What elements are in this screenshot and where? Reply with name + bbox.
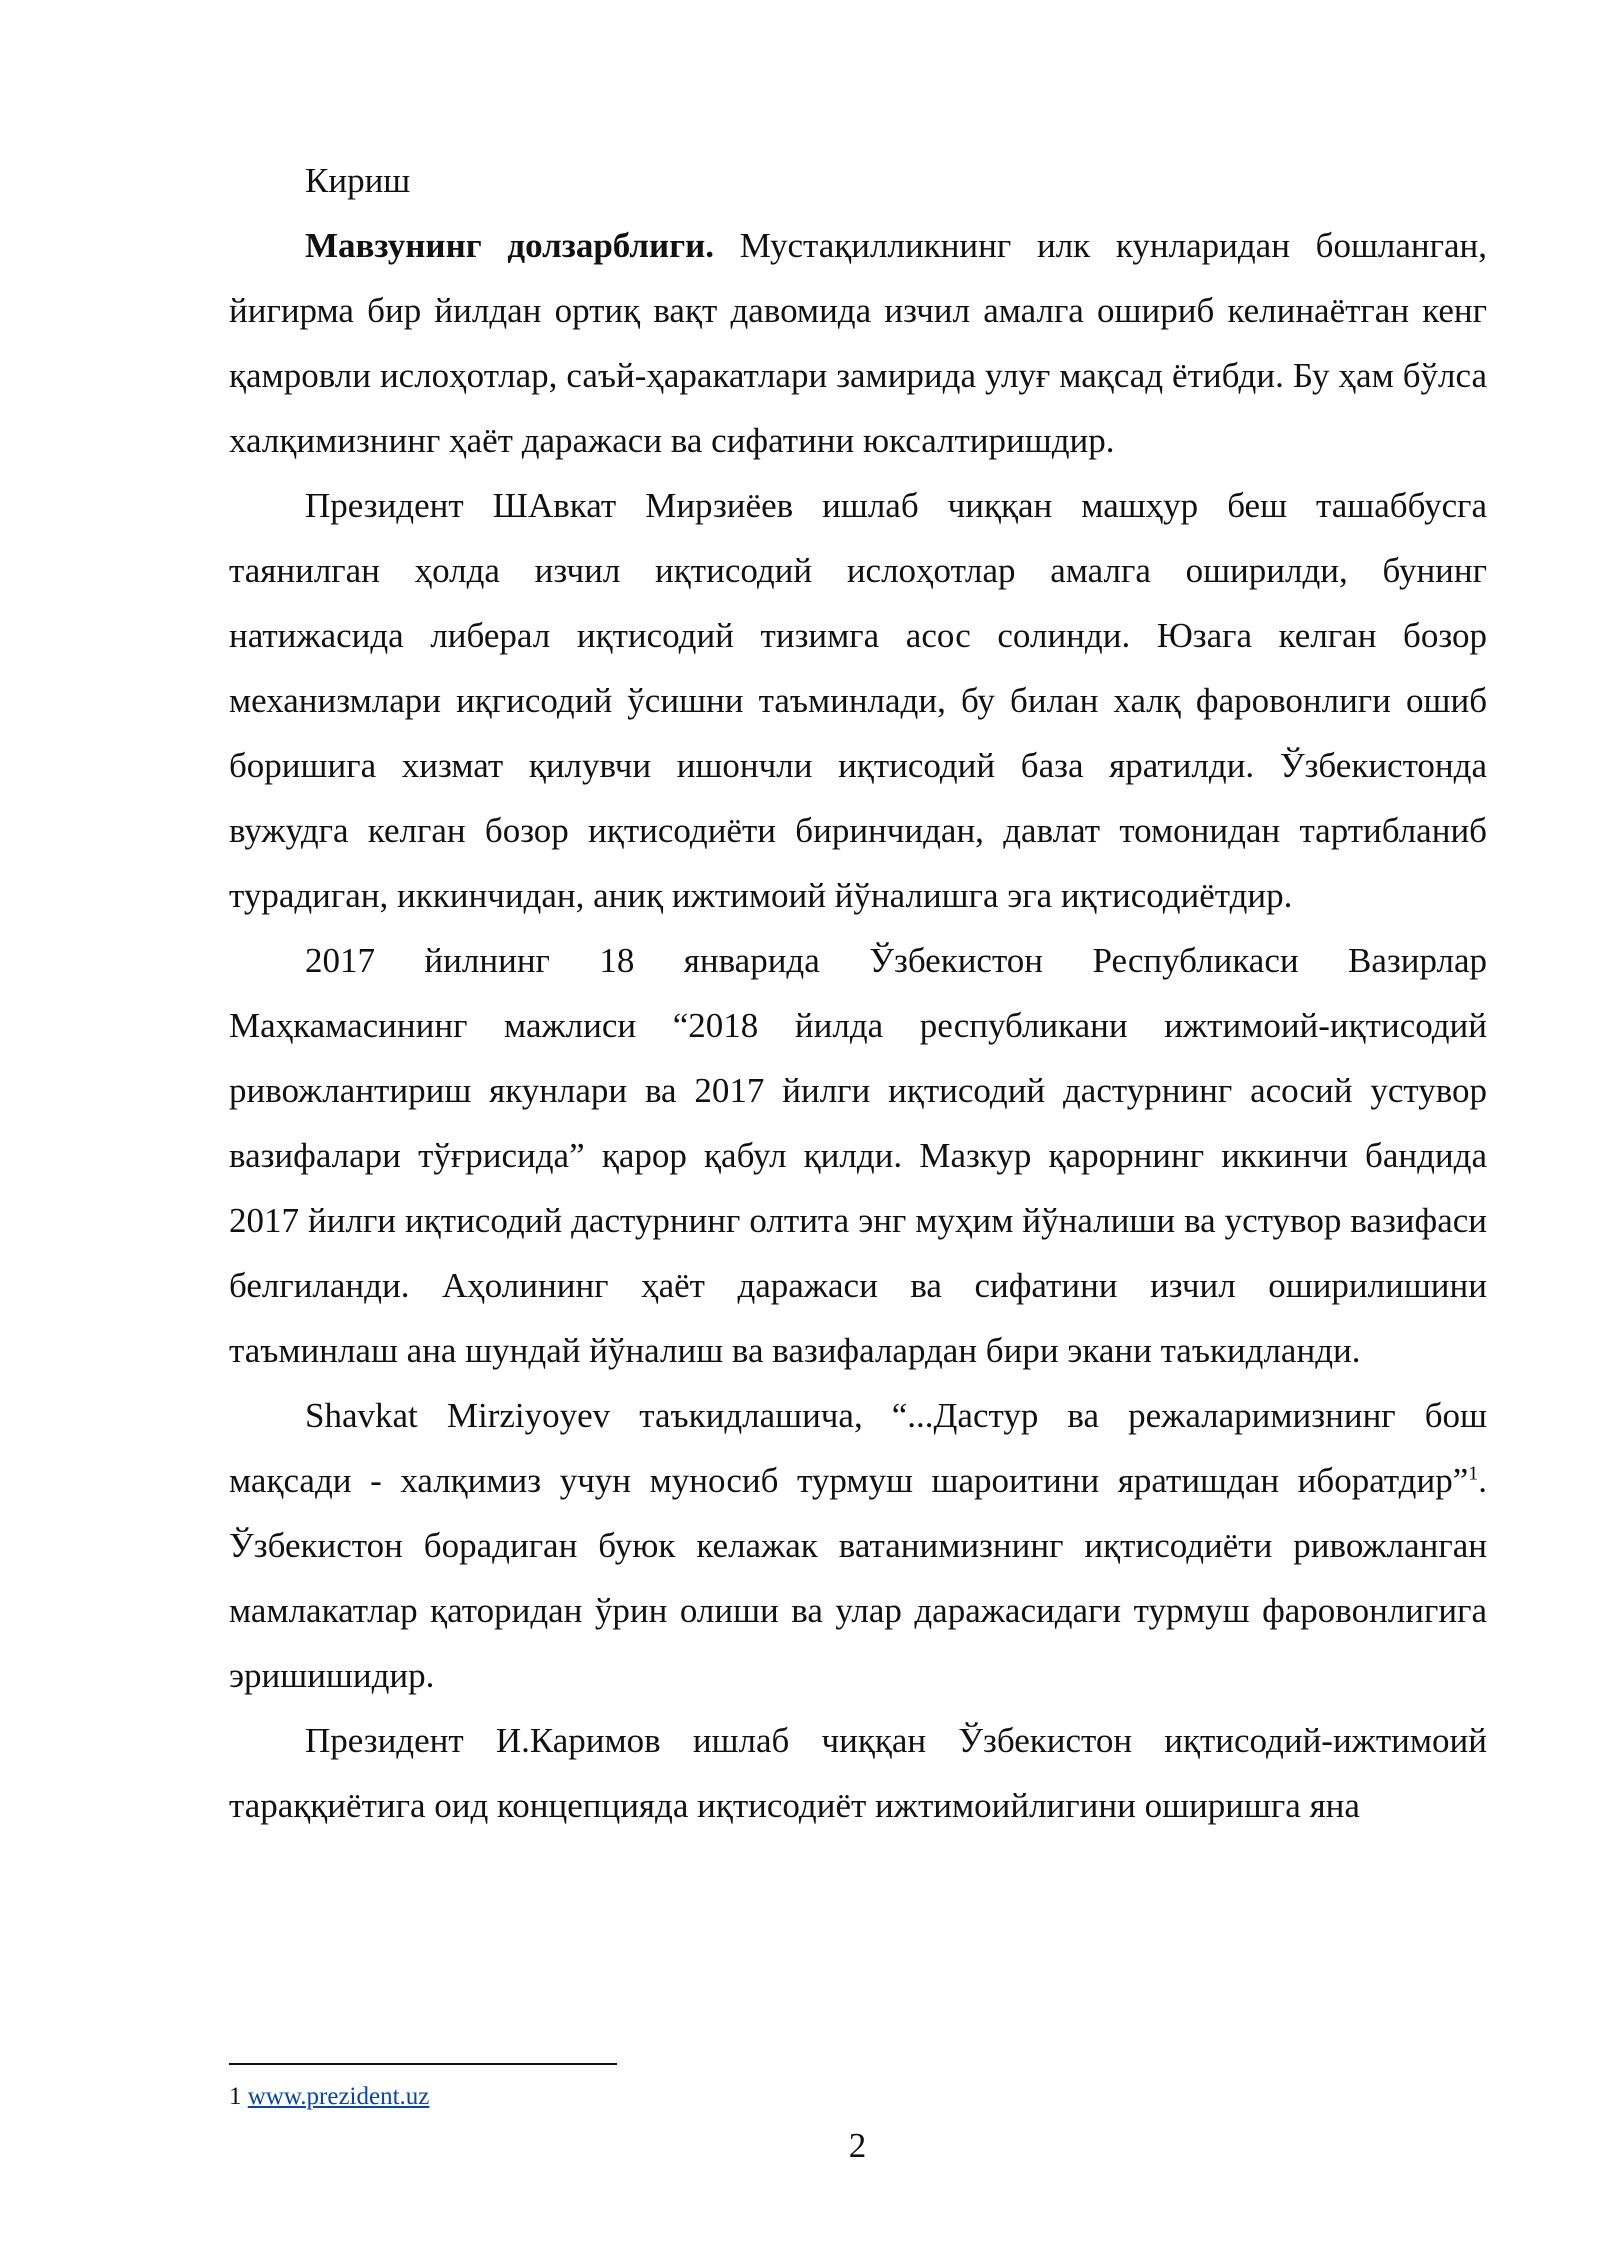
paragraph-relevance [229,213,1487,473]
footnote-link[interactable]: www.prezident.uz [247,2083,430,2110]
paragraph-text-after: . Ўзбекистон борадиган буюк келажак ватанимизнинг иқтисодиёти ривожланган мамлакатлар қаторидан ўрин олиши ва улар даражасидаги турмуш фаровонлигига эришишидир. [229,1461,1487,1695]
paragraph-resolution: 2017 йилнинг 18 январида Ўзбекистон Республикаси Вазирлар Маҳкамасининг мажлиси “2018 йилда республикани ижтимоий-иқтисодий ривожлантириш якунлари ва 2017 йилги иқтисодий дастурнинг асосий устувор вазифалари тўғрисида” қарор қабул қилди. Мазкур қарорнинг иккинчи бандида 2017 йилги иқтисодий дастурнинг олтита энг муҳим йўналиши ва устувор вазифаси белгиланди. Аҳолининг ҳаёт даражаси ва сифатини изчил оширилишини таъминлаш ана шундай йўналиш ва вазифалардан бири экани таъкидланди. [229,941,1487,1370]
paragraph-reforms: Президент ШАвкат Мирзиёев ишлаб чиққан машҳур беш ташаббусга таянилган ҳолда изчил иқтисодий ислоҳотлар амалга оширилди, бунинг натижасида либерал иқтисодий тизимга асос солинди. Юзага келган бозор механизмлари иқгисодий ўсишни таъминлади, бу билан халқ фаровонлиги ошиб боришига хизмат қилувчи ишончли иқтисодий база яратилди. Ўзбекистонда вужудга келган бозор иқтисодиёти биринчидан, давлат томонидан тартибланиб турадиган, иккинчидан, аниқ ижтимоий йўналишга эга иқтисодиётдир. [229,486,1487,915]
footnote-divider [229,2063,617,2065]
page-number: 2 [848,2126,867,2165]
paragraph-bold-lead: Мавзунинг долзарблиги. [305,226,715,265]
paragraph-quote [229,1383,1487,1708]
document-body [229,148,1487,1838]
paragraph-text: Мустақилликнинг илк кунларидан бошланган, йигирма бир йилдан ортиқ вақт давомида изчил амалга ошириб келинаётган кенг қамровли ислоҳотлар, саъй-ҳаракатлари замирида улуғ мақсад ётибди. Бу ҳам бўлса халқимизнинг ҳаёт даражаси ва сифатини юксалтиришдир. [229,226,1487,460]
footnote [229,2080,429,2114]
paragraph-text-before: Shavkat Mirziyoyev таъкидлашича, “...Дастур ва режаларимизнинг бош мақсади - халқимиз учун муносиб турмуш шароитини яратишдан иборатдир” [229,1396,1487,1500]
footnote-number: 1 [229,2083,242,2110]
paragraph-concept: Президент И.Каримов ишлаб чиққан Ўзбекистон иқтисодий-ижтимоий тараққиётига оид концепцияда иқтисодиёт ижтимоийлигини оширишга яна [229,1721,1487,1825]
footnote-reference[interactable]: 1 [1468,1462,1479,1485]
section-heading: Кириш [305,161,411,200]
